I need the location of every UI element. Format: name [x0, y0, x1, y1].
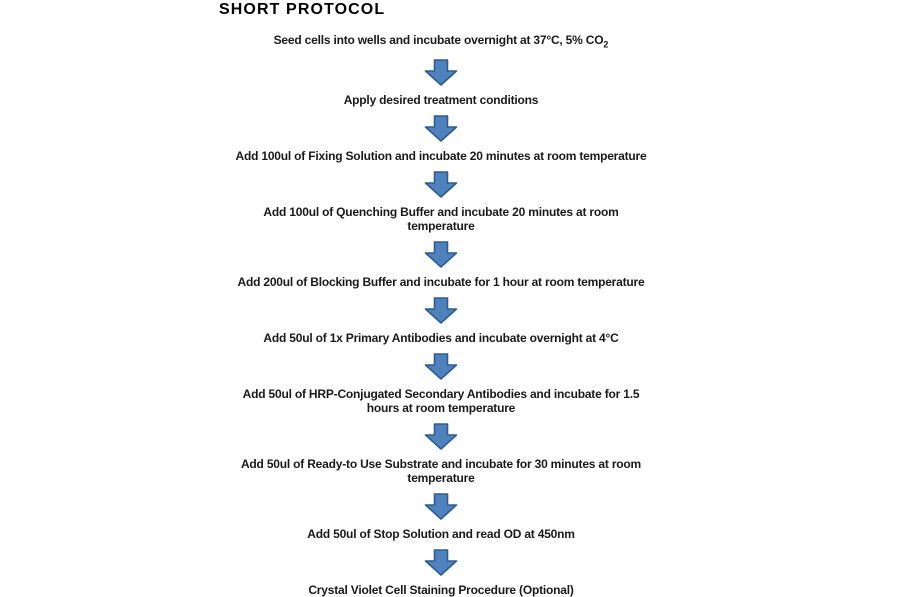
down-arrow-icon: [424, 59, 458, 86]
protocol-flow: [0, 33, 882, 597]
protocol-step: Apply desired treatment conditions: [343, 93, 539, 108]
down-arrow-icon: [424, 171, 458, 198]
protocol-step: Add 50ul of Stop Solution and read OD at 450nm: [307, 527, 575, 542]
down-arrow-icon: [424, 115, 458, 142]
protocol-step: Add 100ul of Quenching Buffer and incubate 20 minutes at room temperature: [263, 205, 619, 234]
protocol-step: Add 50ul of Ready-to Use Substrate and incubate for 30 minutes at room temperature: [240, 457, 642, 486]
protocol-step: Seed cells into wells and incubate overnight at 37°C, 5% $CO_2$: [273, 33, 609, 50]
down-arrow-icon: [424, 423, 458, 450]
protocol-step: Crystal Violet Cell Staining Procedure (Optional): [308, 583, 574, 597]
protocol-step: Add 100ul of Fixing Solution and incubate 20 minutes at room temperature: [235, 149, 647, 164]
protocol-step: Add 50ul of HRP-Conjugated Secondary Antibodies and incubate for 1.5 hours at room temperature: [242, 387, 640, 416]
page-title: SHORT PROTOCOL: [219, 1, 386, 18]
down-arrow-icon: [424, 493, 458, 520]
down-arrow-icon: [424, 353, 458, 380]
protocol-step: Add 50ul of 1x Primary Antibodies and incubate overnight at 4°C: [263, 331, 619, 346]
down-arrow-icon: [424, 297, 458, 324]
down-arrow-icon: [424, 241, 458, 268]
protocol-step: Add 200ul of Blocking Buffer and incubate for 1 hour at room temperature: [237, 275, 645, 290]
down-arrow-icon: [424, 549, 458, 576]
